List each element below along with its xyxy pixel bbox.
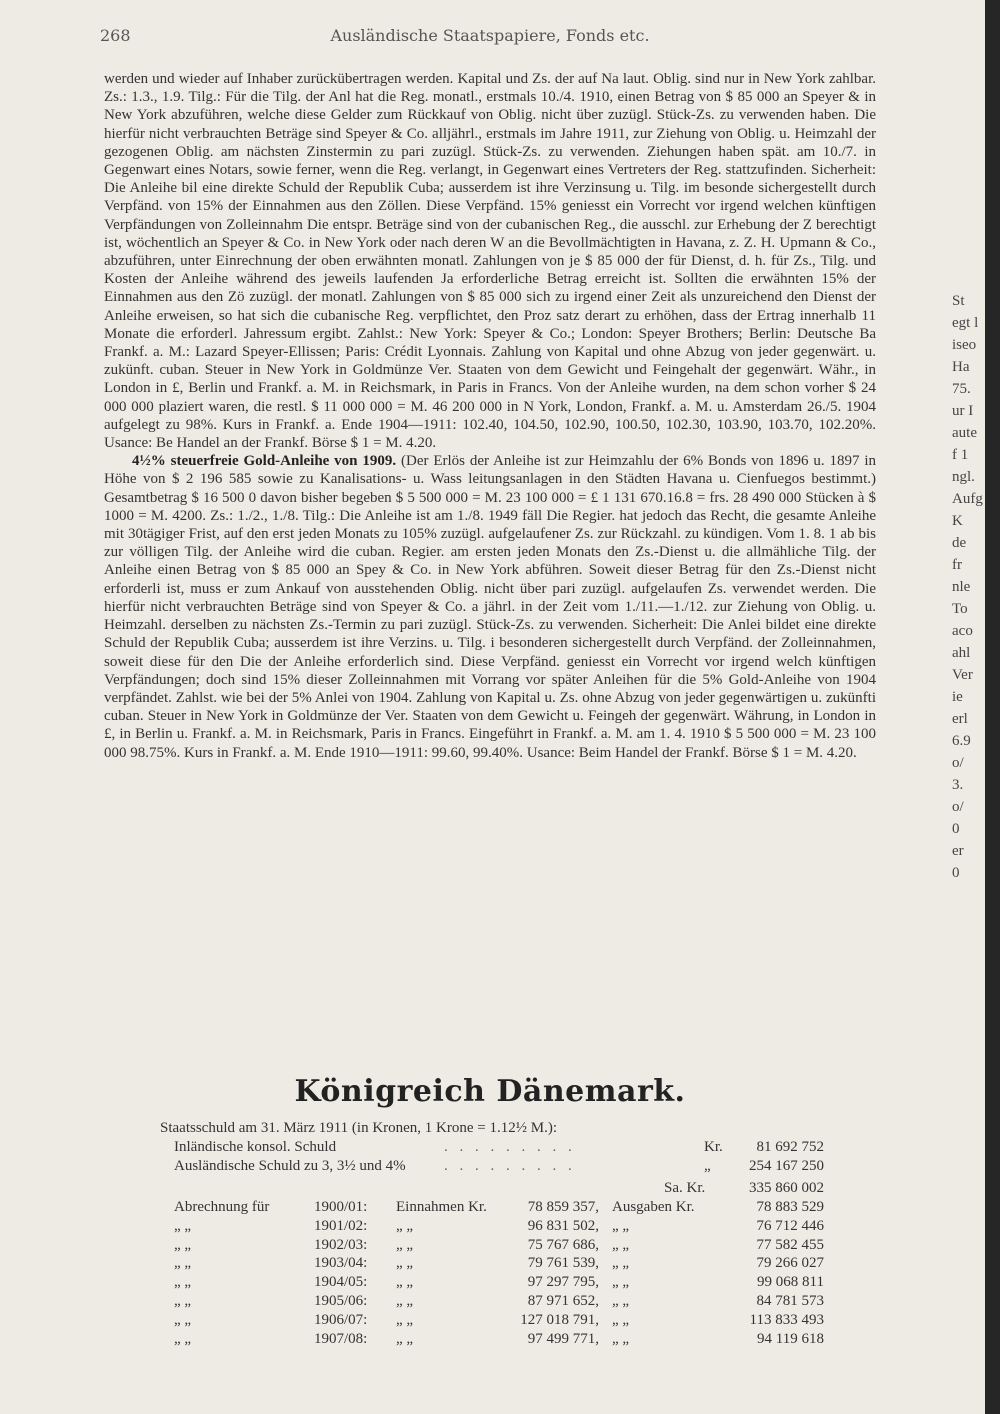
margin-fragment: egt l — [952, 315, 979, 331]
margin-fragment: K — [952, 513, 963, 529]
margin-fragment: fr — [952, 557, 962, 573]
account-year: 1904/05: — [314, 1274, 368, 1291]
account-prefix: „ „ — [174, 1217, 192, 1234]
account-year: 1903/04: — [314, 1255, 368, 1272]
margin-fragment: ngl. — [952, 469, 975, 485]
debt-intro: Staatsschuld am 31. März 1911 (in Kronen, 1 Krone = 1.12½ M.): — [160, 1120, 558, 1136]
margin-fragment: o/ — [952, 755, 964, 771]
loan-description: (Der Erlös der Anleihe ist zur Heimzahlu der 6% Bonds von 1896 u. 1897 in Höhe von $ 2 196 585 sowie zu Kanalisations- u. Wass leitungsanlagen in den Städten Havana u. Cienfuegos bestimmt.) Gesamtbetrag $ 16 500 0 davon bisher begeben $ 5 500 000 = M. 23 100 000 = £ 1 131 670.16.8 = frs. 28 490 000 Stücken à $ 1000 = M. 4200. Zs.: 1./2., 1./8. Tilg.: Die Anleihe ist am 1./8. 1949 fäll Die Regier. hat jedoch das Recht, die gesamte Anleihe mit 30tägiger Frist, auf den erst jeden Monats zu 105% zuzügl. aufgelaufener Zs. zur Rückzahl. zu kündigen. Vom 1. 8. 1 ab bis zur völligen Tilg. der Anleihe wird die cuban. Regier. am ersten jeden Monats den Zs.-Dienst u. die allmähliche Tilg. der Anleihe einen Betrag von $ 85 000 an Spey & Co. in New York abführen. Soweit dieser Betrag für den Zs.-Dienst nicht erforderli ist, muss er zum Ankauf von ausstehenden Oblig. nicht über pari zuzügl. aufgelaufen Zs. verwendet werden. Die hierfür nicht verbrauchten Beträge sind von Speyer & Co. a jährl. in der Zeit vom 1./11.—1./12. zur Ziehung von Oblig. u. Heimzahl. derselben zu nächsten Zs.-Termin zu pari zuzügl. Stück-Zs. zu verwenden. Sicherheit: Die Anlei bildet eine direkte Schuld der Republik Cuba; ausserdem ist ihre Verzins. u. Tilg. i besonderen sichergestellt durch Verpfänd. der Zolleinnahmen, soweit diese für den Die der Anleihe erforderlich sind. Diese Verpfänd. geniesst ein Vorrecht vor irgend welch künftigen Verpfändungen; doch sind 15% dieser Zolleinnahmen mit Vorrang vor später Anleihen für die 5% Gold-Anleihe von 1904 verpfändet. Zahlst. wie bei der 5% Anlei von 1904. Zahlung von Kapital u. Zs. ohne Abzug von jeder gegenwärtigen u. zukünfti cuban. Steuer in New York in Goldmünze der Ver. Staaten von dem Gewicht u. Feingeh der gegenwärt. Währung, in London in £, in Berlin u. Frankf. a. M. in Reichsmark, Paris in Francs. Eingeführt in Frankf. a. M. am 1. 4. 1910 $ 5 500 000 = M. 23 100 000 98.75%. Kurs in Frankf. a. M. Ende 1910—1911: 99.60, 99.40%. Usance: Beim Handel der Frankf. Börse $ 1 = M. 4.20. — [104, 453, 877, 761]
account-prefix: „ „ — [174, 1274, 192, 1291]
income-label: „ „ — [396, 1330, 414, 1347]
account-row — [104, 1293, 876, 1311]
paragraph-cuba-gold-loan-1909 — [104, 452, 876, 761]
margin-fragment: er — [952, 843, 964, 859]
account-prefix: Abrechnung für — [174, 1199, 270, 1215]
account-row — [104, 1274, 876, 1292]
income-label: „ „ — [396, 1274, 414, 1291]
account-year: 1905/06: — [314, 1293, 368, 1309]
debt-label: Inländische konsol. Schuld — [174, 1139, 337, 1155]
margin-fragment: 0 — [952, 821, 960, 837]
margin-fragment: 6.9 — [952, 733, 971, 749]
leader-dots: . . . . . . . . . — [444, 1158, 576, 1174]
debt-unit: „ — [704, 1158, 711, 1174]
expense-label: „ „ — [612, 1236, 630, 1253]
account-year: 1906/07: — [314, 1311, 368, 1328]
expense-label: „ „ — [612, 1311, 630, 1328]
expense-label: „ „ — [612, 1274, 630, 1291]
expense-label: „ „ — [612, 1293, 630, 1309]
expense-label: „ „ — [612, 1217, 630, 1234]
leader-dots: . . . . . . . . . — [444, 1139, 576, 1155]
account-prefix: „ „ — [174, 1311, 192, 1328]
account-row — [104, 1255, 876, 1273]
expense-label: „ „ — [612, 1255, 630, 1272]
income-label: „ „ — [396, 1255, 414, 1272]
income-label: Einnahmen Kr. — [396, 1199, 487, 1215]
paragraph-cuba-5pct-loan: werden und wieder auf Inhaber zurückübertragen werden. Kapital und Zs. der auf Na laut. Oblig. sind nur in New York zahlbar. Zs.: 1.3., 1.9. Tilg.: Für die Tilg. der Anl hat die Reg. monatl., erstmals 10./4. 1910, einen Betrag von $ 85 000 an Speyer & in New York abzuführen, welche diese Gelder zum Rückkauf von Oblig. nicht über zuzügl. Stück-Zs. zu verwenden haben. Die hierfür nicht verbrauchten Beträge sind Speyer & Co. alljährl., erstmals im Jahre 1911, zur Ziehung von Oblig. u. Heimzahl der gezogenen Oblig. am nächsten Zinstermin zu pari zuzügl. Stück-Zs. zu verwenden. Ziehungen haben spät. am 10./7. in Gegenwart eines Notars, sowie ferner, wenn die Reg. verlangt, in Gegenwart eines Vertreters der Reg. stattzufinden. Sicherheit: Die Anleihe bil eine direkte Schuld der Republik Cuba; ausserdem ist ihre Verzinsung u. Tilg. im besonde sichergestellt durch Verpfänd. von 15% der Einnahmen aus den Zöllen. Diese Verpfänd. 15% geniesst ein Vorrecht vor irgend welchen künftigen Verpfändungen von Zolleinnahm Die entspr. Beträge sind von der cubanischen Reg., die ausschl. zur Erhebung der Z berechtigt ist, wöchentlich an Speyer & Co. in New York oder nach deren W an die Bevollmächtigten in Havana, z. Z. H. Upmann & Co., abzuführen, unter Einrechnung der oben erwähnten monatl. Zahlungen von je $ 85 000 der für Dienst, d. h. für Zs., Tilg. und Kosten der Anleihe während des jeweils laufenden Ja erforderliche Betrag erreicht ist. Sollten die erwähnten 15% der Einnahmen aus den Zö zuzügl. der monatl. Zahlungen von $ 85 000 sich zu irgend einer Zeit als unzureichend den Dienst der Anleihe erweisen, so hat sich die cubanische Reg. verpflichtet, den Proz satz derart zu erhöhen, dass der Ertrag innerhalb 11 Monate die erforderl. Jahressum ergibt. Zahlst.: New York: Speyer & Co.; London: Speyer Brothers; Berlin: Deutsche Ba Frankf. a. M.: Lazard Speyer-Ellissen; Paris: Crédit Lyonnais. Zahlung von Kapital und ohne Abzug von jeder gegenwärt. u. zukünft. cuban. Steuer in New York in Goldmünze Ver. Staaten von dem Gewicht und Feingehalt der gegenwärt. Währ., in London in £, Berlin und Frankf. a. M. in Reichsmark, in Paris in Francs. Von der Anleihe wurden, na dem schon vorher $ 24 000 000 plaziert waren, die restl. $ 11 000 000 = M. 46 200 000 in N York, London, Frankf. a. M. u. Amsterdam 26./5. 1904 aufgelegt zu 98%. Kurs in Frankf. a. Ende 1904—1911: 102.40, 104.50, 102.90, 100.50, 102.30, 103.90, 103.70, 102.20%. Usance: Be Handel an der Frankf. Börse $ 1 = M. 4.20. — [104, 71, 876, 452]
account-prefix: „ „ — [174, 1330, 192, 1347]
margin-fragment: Ha — [952, 359, 970, 375]
expense-value: 94 119 618 — [757, 1330, 824, 1347]
debt-row — [104, 1158, 876, 1176]
account-row — [104, 1331, 876, 1349]
margin-fragment: ur I — [952, 403, 974, 419]
margin-fragment: Ver — [952, 667, 973, 683]
account-year: 1901/02: — [314, 1217, 368, 1234]
debt-row — [104, 1139, 876, 1157]
income-value: 97 499 771, — [527, 1330, 599, 1347]
scanner-edge — [985, 0, 1000, 1414]
expense-value: 99 068 811 — [757, 1274, 824, 1291]
margin-fragment: erl — [952, 711, 968, 727]
expense-value: 84 781 573 — [756, 1293, 824, 1309]
expense-label: „ „ — [612, 1330, 630, 1347]
expense-label: Ausgaben Kr. — [612, 1199, 695, 1215]
margin-fragment: f 1 — [952, 447, 969, 463]
income-value: 79 761 539, — [527, 1255, 599, 1272]
income-value: 97 297 795, — [527, 1274, 599, 1291]
income-label: „ „ — [396, 1217, 414, 1234]
margin-fragment: St — [952, 293, 965, 309]
margin-fragment: iseo — [952, 337, 977, 353]
debt-label: Ausländische Schuld zu 3, 3½ und 4% — [174, 1158, 406, 1174]
income-value: 87 971 652, — [527, 1293, 599, 1309]
margin-fragment: 0 — [952, 865, 960, 881]
expense-value: 79 266 027 — [756, 1255, 824, 1272]
running-title: Ausländische Staatspapiere, Fonds etc. — [330, 26, 650, 45]
account-row — [104, 1199, 876, 1217]
account-prefix: „ „ — [174, 1236, 192, 1253]
debt-value: 81 692 752 — [756, 1139, 824, 1155]
margin-fragment: de — [952, 535, 967, 551]
article-body — [104, 70, 876, 762]
income-label: „ „ — [396, 1293, 414, 1309]
account-row — [104, 1218, 876, 1236]
account-prefix: „ „ — [174, 1293, 192, 1309]
margin-fragment: ahl — [952, 645, 971, 661]
margin-fragment: To — [952, 601, 968, 617]
margin-fragment: 3. — [952, 777, 964, 793]
margin-fragment: aco — [952, 623, 973, 639]
account-year: 1900/01: — [314, 1199, 368, 1215]
margin-fragment: Aufg — [952, 491, 983, 507]
expense-value: 77 582 455 — [756, 1236, 824, 1253]
income-value: 78 859 357, — [527, 1199, 599, 1215]
section-title: Königreich Dänemark. — [294, 1074, 686, 1109]
expense-value: 76 712 446 — [756, 1217, 824, 1234]
page-number: 268 — [100, 26, 131, 45]
page-header — [100, 26, 880, 50]
total-value: 335 860 002 — [749, 1180, 824, 1196]
account-row — [104, 1237, 876, 1255]
account-row — [104, 1312, 876, 1330]
income-label: „ „ — [396, 1311, 414, 1328]
expense-value: 78 883 529 — [756, 1199, 824, 1215]
income-value: 75 767 686, — [527, 1236, 599, 1253]
debt-total-row — [104, 1180, 876, 1198]
income-value: 127 018 791, — [520, 1311, 599, 1328]
debt-value: 254 167 250 — [749, 1158, 824, 1174]
margin-fragment: aute — [952, 425, 977, 441]
debt-unit: Kr. — [704, 1139, 723, 1155]
loan-heading: 4½% steuerfreie Gold-Anleihe von 1909. — [132, 453, 397, 470]
margin-fragment: o/ — [952, 799, 964, 815]
expense-value: 113 833 493 — [749, 1311, 824, 1328]
margin-fragment: 75. — [952, 381, 971, 397]
account-year: 1907/08: — [314, 1330, 368, 1347]
margin-fragment: ie — [952, 689, 963, 705]
account-year: 1902/03: — [314, 1236, 368, 1253]
total-label: Sa. Kr. — [664, 1180, 706, 1196]
margin-fragment: nle — [952, 579, 971, 595]
account-prefix: „ „ — [174, 1255, 192, 1272]
income-value: 96 831 502, — [527, 1217, 599, 1234]
income-label: „ „ — [396, 1236, 414, 1253]
adjacent-page-fragments — [952, 290, 985, 884]
